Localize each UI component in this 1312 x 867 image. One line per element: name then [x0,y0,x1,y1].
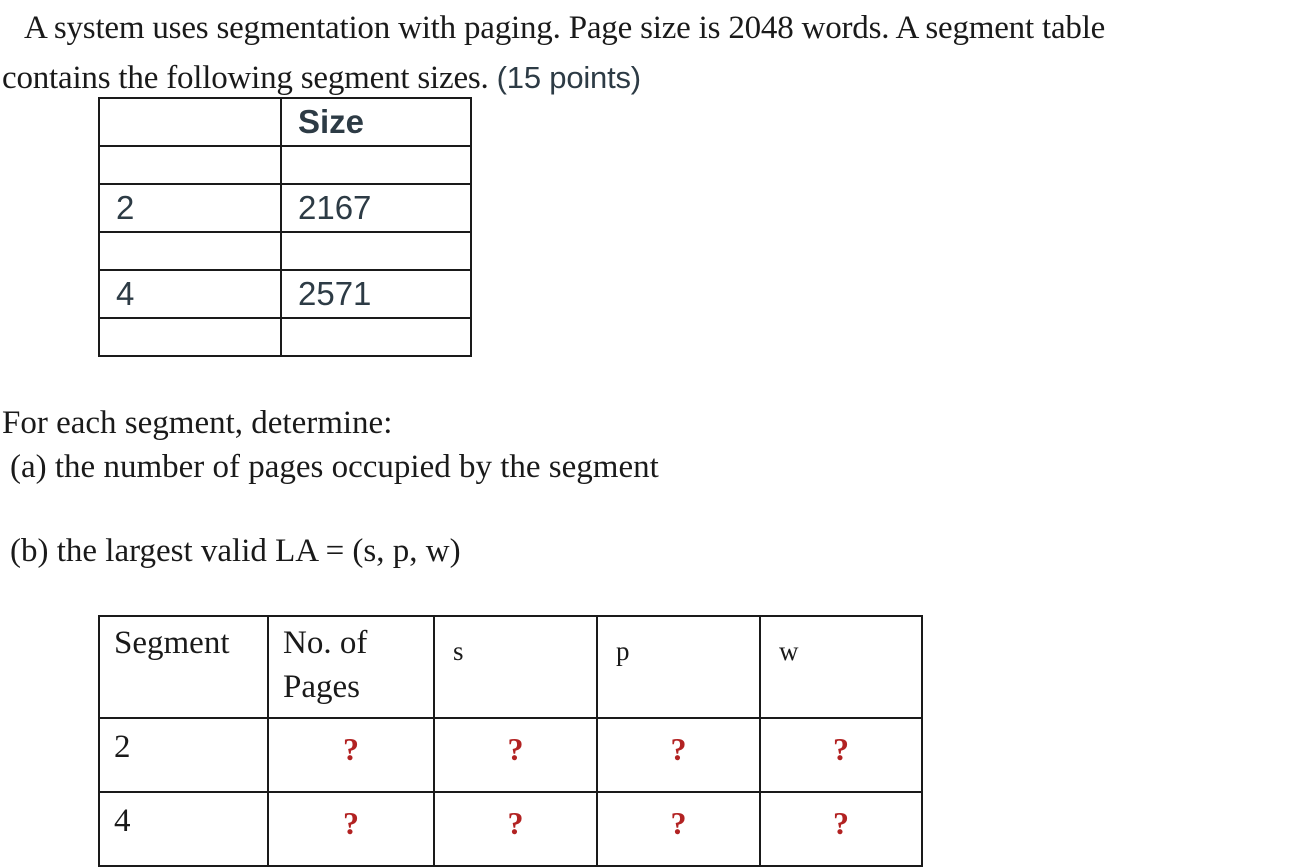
answer-p-cell: ? [597,718,760,792]
question-part-b: (b) the largest valid LA = (s, p, w) [10,533,461,569]
size-table-header-size: Size [281,98,471,146]
size-table-size-cell: 2167 [281,184,471,232]
size-table-header-row [99,98,471,146]
size-table-cell [281,318,471,356]
answer-pages-cell: ? [268,792,434,866]
header-pages-line-2: Pages [283,669,360,705]
size-table-cell [99,318,281,356]
instructions-lead: For each segment, determine: [2,405,393,441]
table-row [99,232,471,270]
header-w: w [760,616,922,718]
answer-w-cell: ? [760,792,922,866]
answer-s-cell: ? [434,718,597,792]
table-row [99,146,471,184]
table-row [99,270,471,318]
answer-s-cell: ? [434,792,597,866]
header-s: s [434,616,597,718]
problem-line-2-text: contains the following segment sizes. [2,60,489,96]
points-label: (15 points) [496,60,641,95]
segment-size-table [98,97,472,357]
size-table-segment-cell: 2 [99,184,281,232]
size-table-cell [99,232,281,270]
problem-line-2 [2,53,1308,103]
problem-statement [2,4,1308,103]
size-table-cell [281,232,471,270]
instructions [2,401,659,573]
answer-segment-cell: 4 [99,792,268,866]
question-part-a: (a) the number of pages occupied by the segment [10,449,659,485]
table-row [99,792,922,866]
answer-table [98,615,923,867]
answer-pages-cell: ? [268,718,434,792]
size-table-cell [281,146,471,184]
problem-line-1: A system uses segmentation with paging. Page size is 2048 words. A segment table [24,10,1106,46]
answer-p-cell: ? [597,792,760,866]
header-p: p [597,616,760,718]
answer-w-cell: ? [760,718,922,792]
answer-table-header-row [99,616,922,718]
size-table-segment-cell: 4 [99,270,281,318]
answer-segment-cell: 2 [99,718,268,792]
size-table-size-cell: 2571 [281,270,471,318]
size-table-cell [99,146,281,184]
table-row [99,318,471,356]
table-row [99,718,922,792]
header-segment: Segment [99,616,268,718]
header-no-of-pages [268,616,434,718]
size-table-header-segment [99,98,281,146]
header-pages-line-1: No. of [283,625,368,661]
table-row [99,184,471,232]
